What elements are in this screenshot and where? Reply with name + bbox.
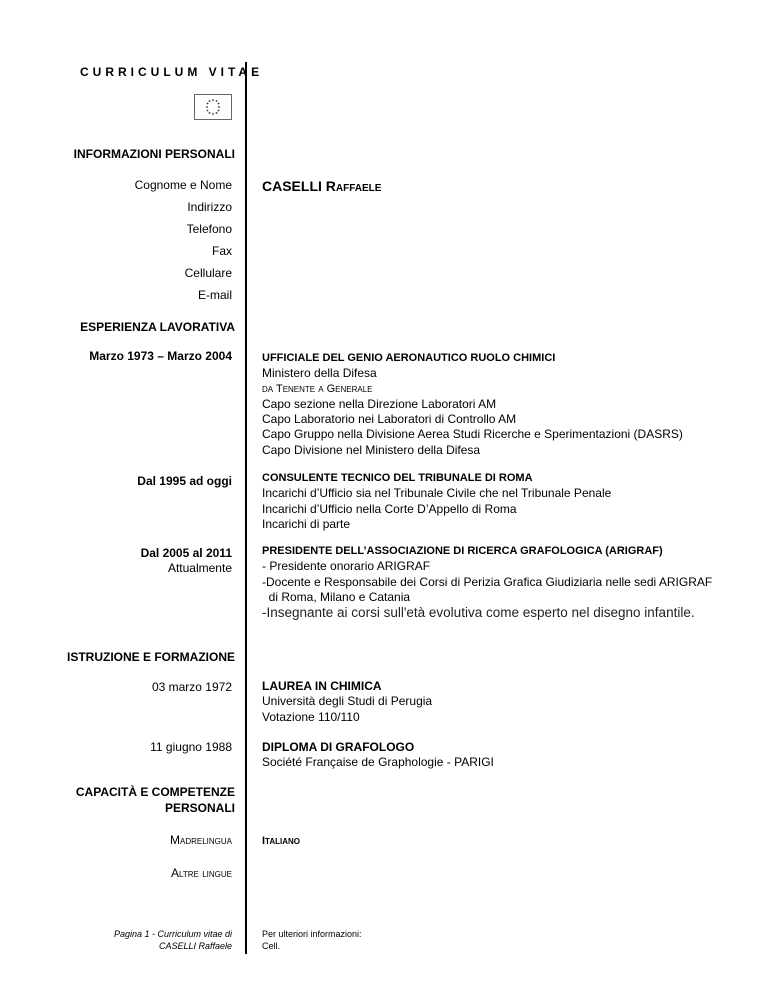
education-title: LAUREA IN CHIMICA [262, 679, 382, 693]
experience-period-2: Attualmente [167, 561, 232, 575]
experience-heading: CONSULENTE TECNICO DEL TRIBUNALE DI ROMA [262, 472, 533, 484]
experience-line: Incarichi d’Ufficio sia nel Tribunale Civile che nel Tribunale Penale [262, 486, 612, 501]
experience-period: Dal 2005 al 2011 [140, 546, 232, 560]
experience-line: -Docente e Responsabile dei Corsi di Perizia Grafica Giudiziaria nelle sedi ARIGRAF [262, 574, 713, 589]
footer-cell-line: Cell. [262, 941, 281, 951]
education-title: DIPLOMA DI GRAFOLOGO [262, 740, 415, 754]
surname: CASELLI [262, 178, 322, 194]
experience-line: Capo Gruppo nella Divisione Aerea Studi Ricerche e Sperimentazioni (DASRS) [262, 427, 683, 442]
education-line: Università degli Studi di Perugia [262, 694, 433, 709]
experience-entry [262, 351, 683, 458]
mother-tongue-value: Italiano [262, 835, 301, 847]
footer-name-line: CASELLI Raffaele [158, 941, 232, 951]
label-mobile: Cellulare [184, 266, 232, 280]
label-address: Indirizzo [187, 200, 232, 214]
experience-period: Dal 1995 ad oggi [137, 474, 232, 488]
education-entry [262, 740, 494, 771]
footer-contact-line: Per ulteriori informazioni: [262, 929, 362, 939]
firstname: Raffaele [325, 178, 382, 194]
education-entry [262, 679, 432, 725]
section-title-skills: CAPACITÀ E COMPETENZE [75, 785, 235, 799]
experience-line: Capo sezione nella Direzione Laboratori AM [262, 396, 497, 411]
document-title: CURRICULUM VITAE [80, 65, 264, 79]
other-languages-label: Altre lingue [171, 866, 232, 880]
label-phone: Telefono [186, 222, 232, 236]
section-title-experience: ESPERIENZA LAVORATIVA [80, 320, 235, 334]
mother-tongue-label: Madrelingua [169, 833, 232, 847]
experience-line: di Roma, Milano e Catania [262, 589, 411, 604]
footer-contact-info [262, 928, 362, 952]
education-date: 03 marzo 1972 [151, 680, 232, 694]
education-line: Votazione 110/110 [262, 709, 360, 724]
label-fax: Fax [211, 244, 232, 258]
experience-line: da Tenente a Generale [262, 382, 373, 395]
experience-line: Incarichi d’Ufficio nella Corte D’Appello di Roma [262, 501, 517, 516]
experience-period: Marzo 1973 – Marzo 2004 [89, 349, 232, 363]
experience-entry [262, 544, 712, 620]
footer-page-info [114, 928, 232, 952]
person-name [262, 178, 381, 194]
label-email: E-mail [197, 288, 232, 302]
experience-line: Capo Laboratorio nei Laboratori di Controllo AM [262, 412, 517, 427]
eu-flag-icon [194, 94, 232, 120]
experience-line: - Presidente onorario ARIGRAF [262, 559, 431, 574]
experience-line: Ministero della Difesa [262, 366, 377, 381]
label-name: Cognome e Nome [134, 178, 232, 192]
experience-line: Incarichi di parte [262, 516, 351, 531]
experience-line: Capo Divisione nel Ministero della Difesa [262, 442, 481, 457]
experience-entry [262, 471, 611, 532]
section-title-education: ISTRUZIONE E FORMAZIONE [67, 650, 235, 664]
footer-page-line: Pagina 1 - Curriculum vitae di [113, 929, 232, 939]
section-title-skills-2: PERSONALI [164, 801, 235, 815]
section-title-personal: INFORMAZIONI PERSONALI [73, 147, 235, 161]
experience-heading: PRESIDENTE DELL’ASSOCIAZIONE DI RICERCA GRAFOLOGICA (ARIGRAF) [262, 545, 663, 557]
experience-line: -Insegnante ai corsi sull'età evolutiva come esperto nel disegno infantile. [262, 605, 695, 621]
column-divider [245, 62, 247, 954]
education-line: Société Française de Graphologie - PARIGI [262, 755, 494, 770]
experience-heading: UFFICIALE DEL GENIO AERONAUTICO RUOLO CHIMICI [262, 352, 556, 364]
education-date: 11 giugno 1988 [150, 740, 232, 754]
